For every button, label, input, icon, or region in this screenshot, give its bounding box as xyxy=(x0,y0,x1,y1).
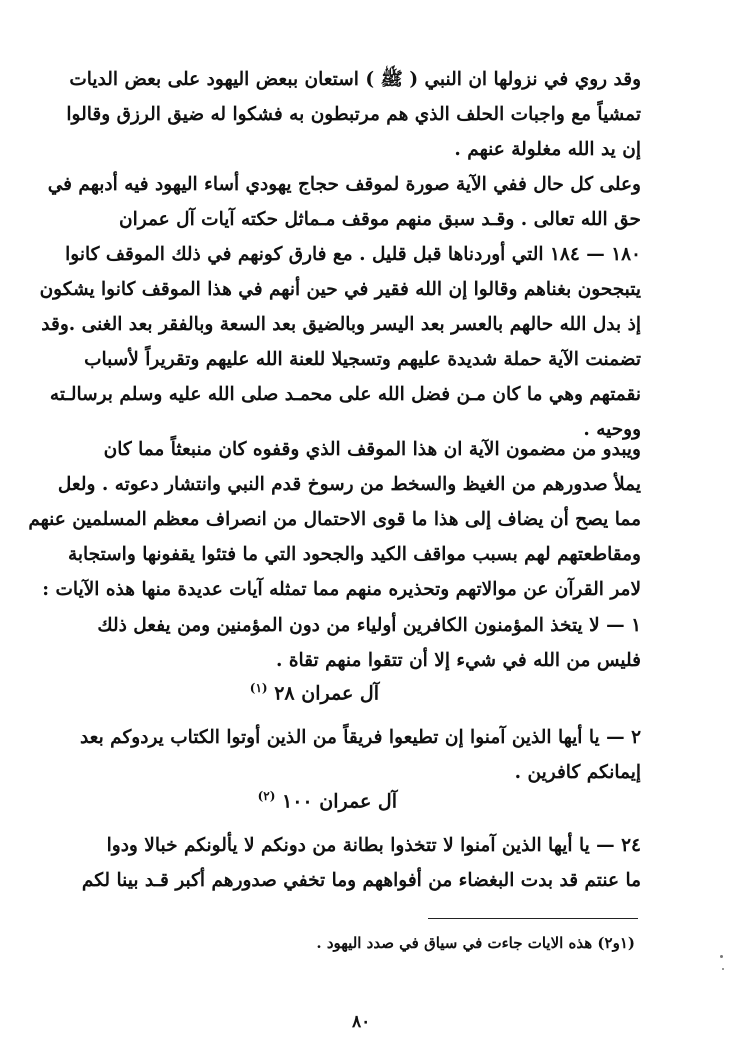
verse-1 xyxy=(96,608,641,678)
text-line: مما يصح أن يضاف إلى هذا ما قوى الاحتمال من انصراف معظم المسلمين عنهم xyxy=(28,509,641,530)
text-line: وقد روي في نزولها ان النبي ( ﷺ ) استعان ببعض اليهود على بعض الديات xyxy=(69,69,641,90)
text-line: تمشياً مع واجبات الحلف الذي هم مرتبطون به فشكوا له ضيق الرزق وقالوا xyxy=(66,104,641,125)
scan-speck xyxy=(720,955,723,958)
text-line: ما عنتم قد بدت البغضاء من أفواههم وما تخفي صدورهم أكبر قـد بينا لكم xyxy=(81,870,641,891)
text-line: ومقاطعتهم لهم بسبب مواقف الكيد والجحود التي ما فتئوا يقفونها واستجابة xyxy=(67,544,641,565)
text-line: لامر القرآن عن موالاتهم وتحذيره منهم مما تمثله آيات عديدة منها هذه الآيات : xyxy=(42,579,641,600)
footnote-marker: (١) xyxy=(249,681,268,695)
text-line: نقمتهم وهي ما كان مـن فضل الله على محمـد صلى الله عليه وسلم برسالـته xyxy=(49,384,641,405)
footnote: (١و٢) هذه الايات جاءت في سياق في صدد اليهود . xyxy=(316,934,635,952)
text-line: تضمنت الآية حملة شديدة عليهم وتسجيلا للعنة الله عليهم وتقريراً لأسباب xyxy=(84,349,641,370)
reference-text: آل عمران ١٠٠ xyxy=(282,790,397,813)
page-number: ٨٠ xyxy=(352,1012,371,1032)
text-line: ٢ — يا أيها الذين آمنوا إن تطيعوا فريقاً من الذين أوتوا الكتاب يردوكم بعد xyxy=(79,727,641,748)
text-line: ووحيه . xyxy=(583,419,641,440)
text-line: يملأ صدورهم من الغيظ والسخط من رسوخ قدم النبي وانتشار دعوته . ولعل xyxy=(57,474,641,495)
text-line: ويبدو من مضمون الآية ان هذا الموقف الذي وقفوه كان منبعثاً مما كان xyxy=(103,439,641,460)
text-line: ٢٤ — يا أيها الذين آمنوا لا تتخذوا بطانة من دونكم لا يألونكم خبالا ودوا xyxy=(106,835,641,856)
text-line: ١٨٠ — ١٨٤ التي أوردناها قبل قليل . مع فارق كونهم في ذلك الموقف كانوا xyxy=(65,244,641,265)
text-line: إن يد الله مغلولة عنهم . xyxy=(454,139,641,160)
scan-speck xyxy=(722,968,724,970)
text-line: حق الله تعالى . وقـد سبق منهم موقف مـماثل حكته آيات آل عمران xyxy=(119,209,641,230)
verse-reference-2 xyxy=(258,789,397,812)
text-line: وعلى كل حال ففي الآية صورة لموقف حجاج يهودي أساء اليهود فيه أدبهم في xyxy=(47,174,641,195)
paragraph-2 xyxy=(39,167,641,447)
footnote-marker: (٢) xyxy=(257,789,276,803)
verse-2 xyxy=(79,720,641,790)
verse-3 xyxy=(81,828,641,898)
text-line: إيمانكم كافرين . xyxy=(514,762,641,783)
verse-reference-1 xyxy=(250,681,379,704)
paragraph-1 xyxy=(66,62,641,167)
text-line: فليس من الله في شيء إلا أن تتقوا منهم تقاة . xyxy=(275,650,641,671)
text-line: ١ — لا يتخذ المؤمنون الكافرين أولياء من دون المؤمنين ومن يفعل ذلك xyxy=(97,615,641,636)
text-line: يتبجحون بغناهم وقالوا إن الله فقير في حين أنهم في هذا الموقف كانوا يشكون xyxy=(39,279,641,300)
reference-text: آل عمران ٢٨ xyxy=(274,682,379,705)
footnote-divider xyxy=(428,918,638,919)
text-line: إذ بدل الله حالهم بالعسر بعد اليسر وبالضيق بعد السعة وبالفقر بعد الغنى .وقد xyxy=(41,314,641,335)
paragraph-3 xyxy=(28,432,641,607)
